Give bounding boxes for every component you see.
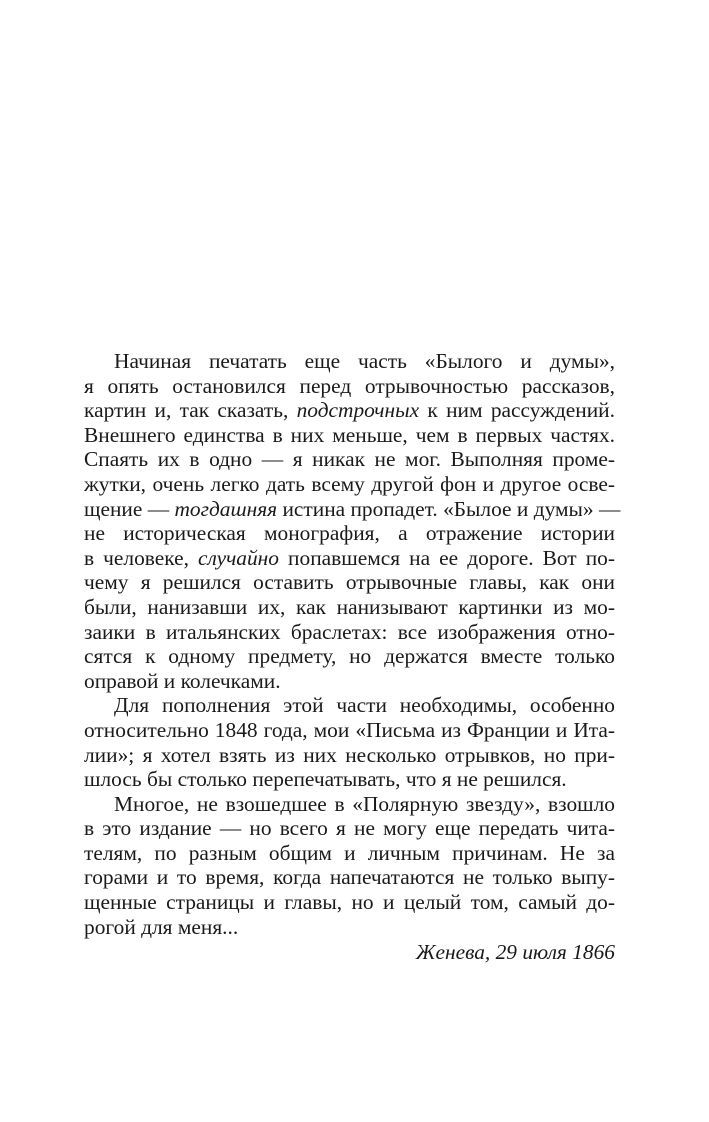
paragraph-3-line-6: рогой для меня... (84, 914, 239, 939)
paragraph-1-line-6: жутки, очень легко дать всему другой фон и другое осве- (84, 471, 615, 496)
italic-emphasis: случайно (198, 545, 279, 570)
paragraph-3-line-2: в это издание — но всего я не могу еще передать чита- (84, 816, 615, 841)
text-run: истина пропадет. «Былое и думы» — (277, 496, 621, 521)
paragraph-1-line-11: были, нанизавши их, как нанизывают картинки из мо- (84, 594, 615, 619)
paragraph-2-line-2: относительно 1848 года, мои «Письма из Франции и Ита- (84, 717, 615, 742)
paragraph-3-line-3: телям, по разным общим и личным причинам. Не за (84, 840, 615, 865)
text-run: щение — (84, 496, 175, 521)
paragraph-1-line-12: заики в итальянских браслетах: все изображения отно- (84, 619, 615, 644)
paragraph-3-line-1: Многое, не взошедшее в «Полярную звезду», взошло (114, 791, 615, 816)
paragraph-1-line-8: не историческая монография, а отражение истории (84, 521, 615, 546)
paragraph-1-line-5: Спаять их в одно — я никак не мог. Выполняя проме- (84, 447, 615, 472)
italic-emphasis: тогдашняя (174, 496, 278, 521)
text-run: картин и, так сказать, (84, 398, 297, 423)
paragraph-2-line-3: лии»; я хотел взять из них несколько отрывков, но при- (84, 742, 615, 767)
paragraph-2-line-1: Для пополнения этой части необходимы, особенно (114, 693, 615, 718)
paragraph-1-line-10: чему я решился оставить отрывочные главы, как они (84, 570, 615, 595)
paragraph-1-line-3 (84, 398, 615, 423)
paragraph-3-line-4: горами и то время, когда напечатаются не только выпу- (84, 865, 615, 890)
signature-place-date: Женева, 29 июля 1866 (415, 940, 615, 965)
paragraph-3-line-5: щенные страницы и главы, но и целый том, самый до- (84, 890, 615, 915)
text-run: в человеке, (84, 545, 199, 570)
italic-emphasis: подстрочных (296, 398, 420, 423)
paragraph-1-line-4: Внешнего единства в них меньше, чем в первых частях. (84, 422, 615, 447)
preface-text (84, 349, 621, 965)
paragraph-1-line-2: я опять остановился перед отрывочностью рассказов, (84, 373, 615, 398)
text-run: к ним рассуждений. (419, 398, 615, 423)
paragraph-1-line-1: Начиная печатать еще часть «Былого и думы», (114, 349, 615, 373)
paragraph-2-line-4: шлось бы столько перепечатывать, что я не решился. (84, 767, 567, 792)
paragraph-1-line-9 (84, 546, 615, 571)
paragraph-1-line-13: сятся к одному предмету, но держатся вместе только (84, 644, 615, 669)
text-run: попавшемся на ее дороге. Вот по- (278, 545, 615, 570)
paragraph-1-line-7 (84, 496, 621, 522)
paragraph-1-line-14: оправой и колечками. (84, 668, 281, 693)
